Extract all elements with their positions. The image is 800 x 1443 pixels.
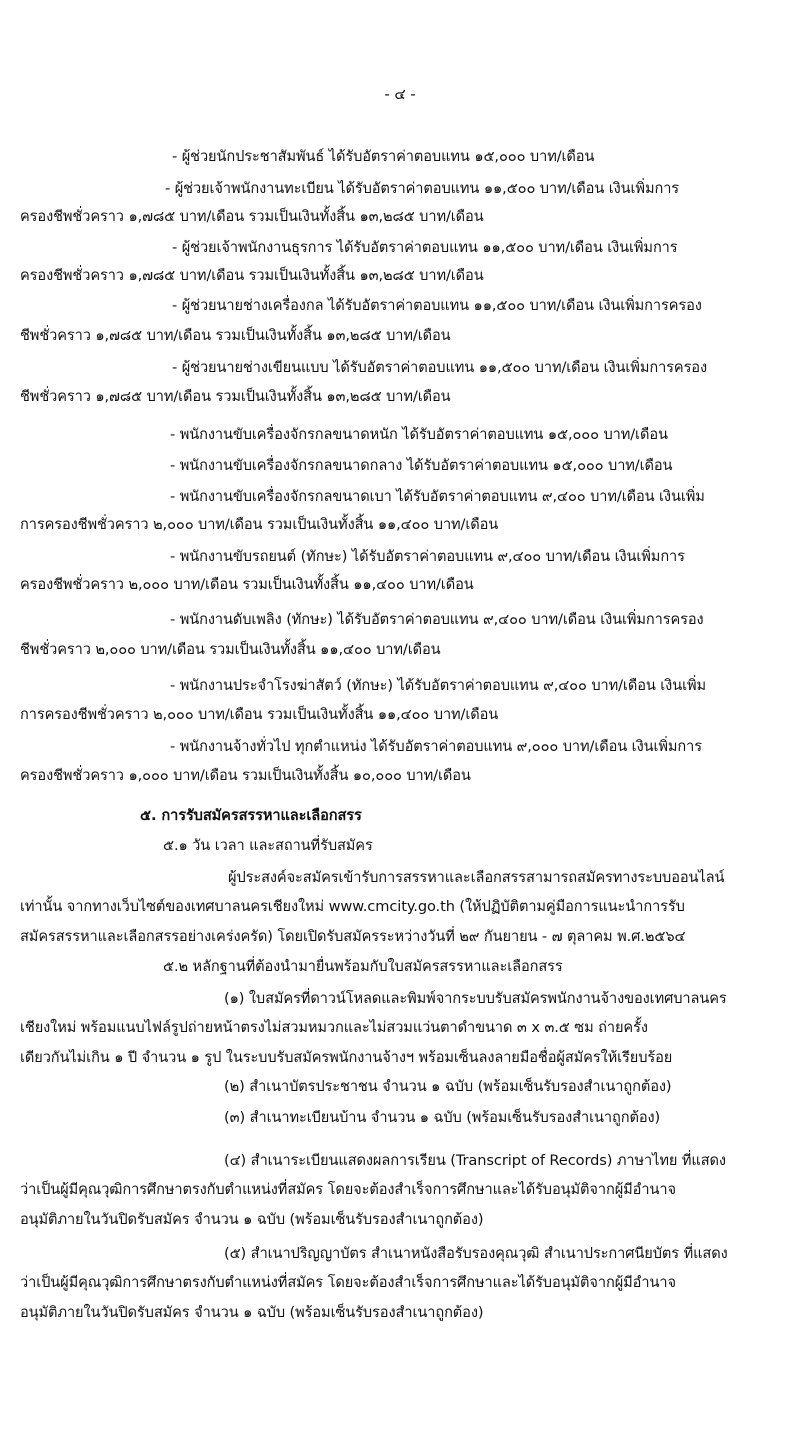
document-item-line: เดียวกันไม่เกิน ๑ ปี จำนวน ๑ รูป ในระบบรับสมัครพนักงานจ้างฯ พร้อมเซ็นลงลายมือชื่อผู้สมัครให้เรียบร้อย (20, 1049, 673, 1066)
document-item-line: (๕) สำเนาปริญญาบัตร สำเนาหนังสือรับรองคุณวุฒิ สำเนาประกาศนียบัตร ที่แสดง (224, 1245, 728, 1262)
compensation-line: ชีพชั่วคราว ๑,๗๘๕ บาท/เดือน รวมเป็นเงินทั้งสิ้น ๑๓,๒๘๕ บาท/เดือน (20, 388, 451, 405)
compensation-line: - พนักงานดับเพลิง (ทักษะ) ได้รับอัตราค่าตอบแทน ๙,๔๐๐ บาท/เดือน เงินเพิ่มการครอง (170, 611, 704, 628)
document-item-line: ว่าเป็นผู้มีคุณวุฒิการศึกษาตรงกับตำแหน่งที่สมัคร โดยจะต้องสำเร็จการศึกษาและได้รับอนุมัติจากผู้มีอำนาจ (20, 1181, 676, 1198)
compensation-line: ชีพชั่วคราว ๒,๐๐๐ บาท/เดือน รวมเป็นเงินทั้งสิ้น ๑๑,๔๐๐ บาท/เดือน (20, 641, 441, 658)
compensation-line: การครองชีพชั่วคราว ๒,๐๐๐ บาท/เดือน รวมเป็นเงินทั้งสิ้น ๑๑,๔๐๐ บาท/เดือน (20, 706, 499, 723)
document-item-line: (๒) สำเนาบัตรประชาชน จำนวน ๑ ฉบับ (พร้อมเซ็นรับรองสำเนาถูกต้อง) (224, 1078, 672, 1095)
compensation-line: - พนักงานขับเครื่องจักรกลขนาดกลาง ได้รับอัตราค่าตอบแทน ๑๕,๐๐๐ บาท/เดือน (170, 457, 673, 474)
subsection-heading: ๕.๑ วัน เวลา และสถานที่รับสมัคร (163, 837, 373, 854)
compensation-line: - ผู้ช่วยนายช่างเขียนแบบ ได้รับอัตราค่าตอบแทน ๑๑,๕๐๐ บาท/เดือน เงินเพิ่มการครอง (172, 359, 708, 376)
compensation-line: ครองชีพชั่วคราว ๒,๐๐๐ บาท/เดือน รวมเป็นเงินทั้งสิ้น ๑๑,๔๐๐ บาท/เดือน (20, 576, 474, 593)
document-item-line: ว่าเป็นผู้มีคุณวุฒิการศึกษาตรงกับตำแหน่งที่สมัคร โดยจะต้องสำเร็จการศึกษาและได้รับอนุมัติจากผู้มีอำนาจ (20, 1274, 676, 1291)
compensation-line: - พนักงานประจำโรงฆ่าสัตว์ (ทักษะ) ได้รับอัตราค่าตอบแทน ๙,๔๐๐ บาท/เดือน เงินเพิ่ม (170, 677, 706, 694)
compensation-line: - ผู้ช่วยนักประชาสัมพันธ์ ได้รับอัตราค่าตอบแทน ๑๕,๐๐๐ บาท/เดือน (172, 148, 595, 165)
compensation-line: - ผู้ช่วยเจ้าพนักงานทะเบียน ได้รับอัตราค่าตอบแทน ๑๑,๕๐๐ บาท/เดือน เงินเพิ่มการ (165, 180, 680, 197)
compensation-line: - พนักงานขับเครื่องจักรกลขนาดเบา ได้รับอัตราค่าตอบแทน ๙,๔๐๐ บาท/เดือน เงินเพิ่ม (170, 488, 705, 505)
compensation-line: ครองชีพชั่วคราว ๑,๗๘๕ บาท/เดือน รวมเป็นเงินทั้งสิ้น ๑๓,๒๘๕ บาท/เดือน (20, 208, 484, 225)
compensation-line: การครองชีพชั่วคราว ๒,๐๐๐ บาท/เดือน รวมเป็นเงินทั้งสิ้น ๑๑,๔๐๐ บาท/เดือน (20, 516, 499, 533)
compensation-line: - พนักงานจ้างทั่วไป ทุกตำแหน่ง ได้รับอัตราค่าตอบแทน ๙,๐๐๐ บาท/เดือน เงินเพิ่มการ (170, 738, 702, 755)
subsection-heading: ๕.๒ หลักฐานที่ต้องนำมายื่นพร้อมกับใบสมัครสรรหาและเลือกสรร (163, 958, 563, 975)
document-item-line: (๔) สำเนาระเบียนแสดงผลการเรียน (Transcript of Records) ภาษาไทย ที่แสดง (224, 1152, 726, 1169)
document-item-line: (๑) ใบสมัครที่ดาวน์โหลดและพิมพ์จากระบบรับสมัครพนักงานจ้างของเทศบาลนคร (224, 990, 727, 1007)
compensation-line: ชีพชั่วคราว ๑,๗๘๕ บาท/เดือน รวมเป็นเงินทั้งสิ้น ๑๓,๒๘๕ บาท/เดือน (20, 327, 451, 344)
paragraph-line: เท่านั้น จากทางเว็บไซต์ของเทศบาลนครเชียงใหม่ www.cmcity.go.th (ให้ปฏิบัติตามคู่มือการแนะนำการรับ (20, 898, 685, 915)
compensation-line: - พนักงานขับเครื่องจักรกลขนาดหนัก ได้รับอัตราค่าตอบแทน ๑๕,๐๐๐ บาท/เดือน (170, 426, 668, 443)
paragraph-line: ผู้ประสงค์จะสมัครเข้ารับการสรรหาและเลือกสรรสามารถสมัครทางระบบออนไลน์ (228, 869, 725, 886)
compensation-line: - ผู้ช่วยนายช่างเครื่องกล ได้รับอัตราค่าตอบแทน ๑๑,๕๐๐ บาท/เดือน เงินเพิ่มการครอง (172, 297, 702, 314)
compensation-line: ครองชีพชั่วคราว ๑,๗๘๕ บาท/เดือน รวมเป็นเงินทั้งสิ้น ๑๓,๒๘๕ บาท/เดือน (20, 267, 484, 284)
compensation-line: - ผู้ช่วยเจ้าพนักงานธุรการ ได้รับอัตราค่าตอบแทน ๑๑,๕๐๐ บาท/เดือน เงินเพิ่มการ (172, 239, 678, 256)
document-item-line: เชียงใหม่ พร้อมแนบไฟล์รูปถ่ายหน้าตรงไม่สวมหมวกและไม่สวมแว่นตาดำขนาด ๓ x ๓.๕ ซม ถ่ายครั้ง (20, 1019, 648, 1036)
page-number: - ๔ - (384, 85, 416, 103)
document-item-line: (๓) สำเนาทะเบียนบ้าน จำนวน ๑ ฉบับ (พร้อมเซ็นรับรองสำเนาถูกต้อง) (224, 1109, 661, 1126)
compensation-line: - พนักงานขับรถยนต์ (ทักษะ) ได้รับอัตราค่าตอบแทน ๙,๔๐๐ บาท/เดือน เงินเพิ่มการ (170, 548, 685, 565)
compensation-line: ครองชีพชั่วคราว ๑,๐๐๐ บาท/เดือน รวมเป็นเงินทั้งสิ้น ๑๐,๐๐๐ บาท/เดือน (20, 767, 471, 784)
document-item-line: อนุมัติภายในวันปิดรับสมัคร จำนวน ๑ ฉบับ (พร้อมเซ็นรับรองสำเนาถูกต้อง) (20, 1211, 484, 1228)
document-item-line: อนุมัติภายในวันปิดรับสมัคร จำนวน ๑ ฉบับ (พร้อมเซ็นรับรองสำเนาถูกต้อง) (20, 1304, 484, 1321)
section-heading: ๕. การรับสมัครสรรหาและเลือกสรร (140, 807, 362, 824)
paragraph-line: สมัครสรรหาและเลือกสรรอย่างเคร่งครัด) โดยเปิดรับสมัครระหว่างวันที่ ๒๙ กันยายน - ๗ ตุลาคม พ.ศ.๒๕๖๔ (20, 928, 686, 945)
